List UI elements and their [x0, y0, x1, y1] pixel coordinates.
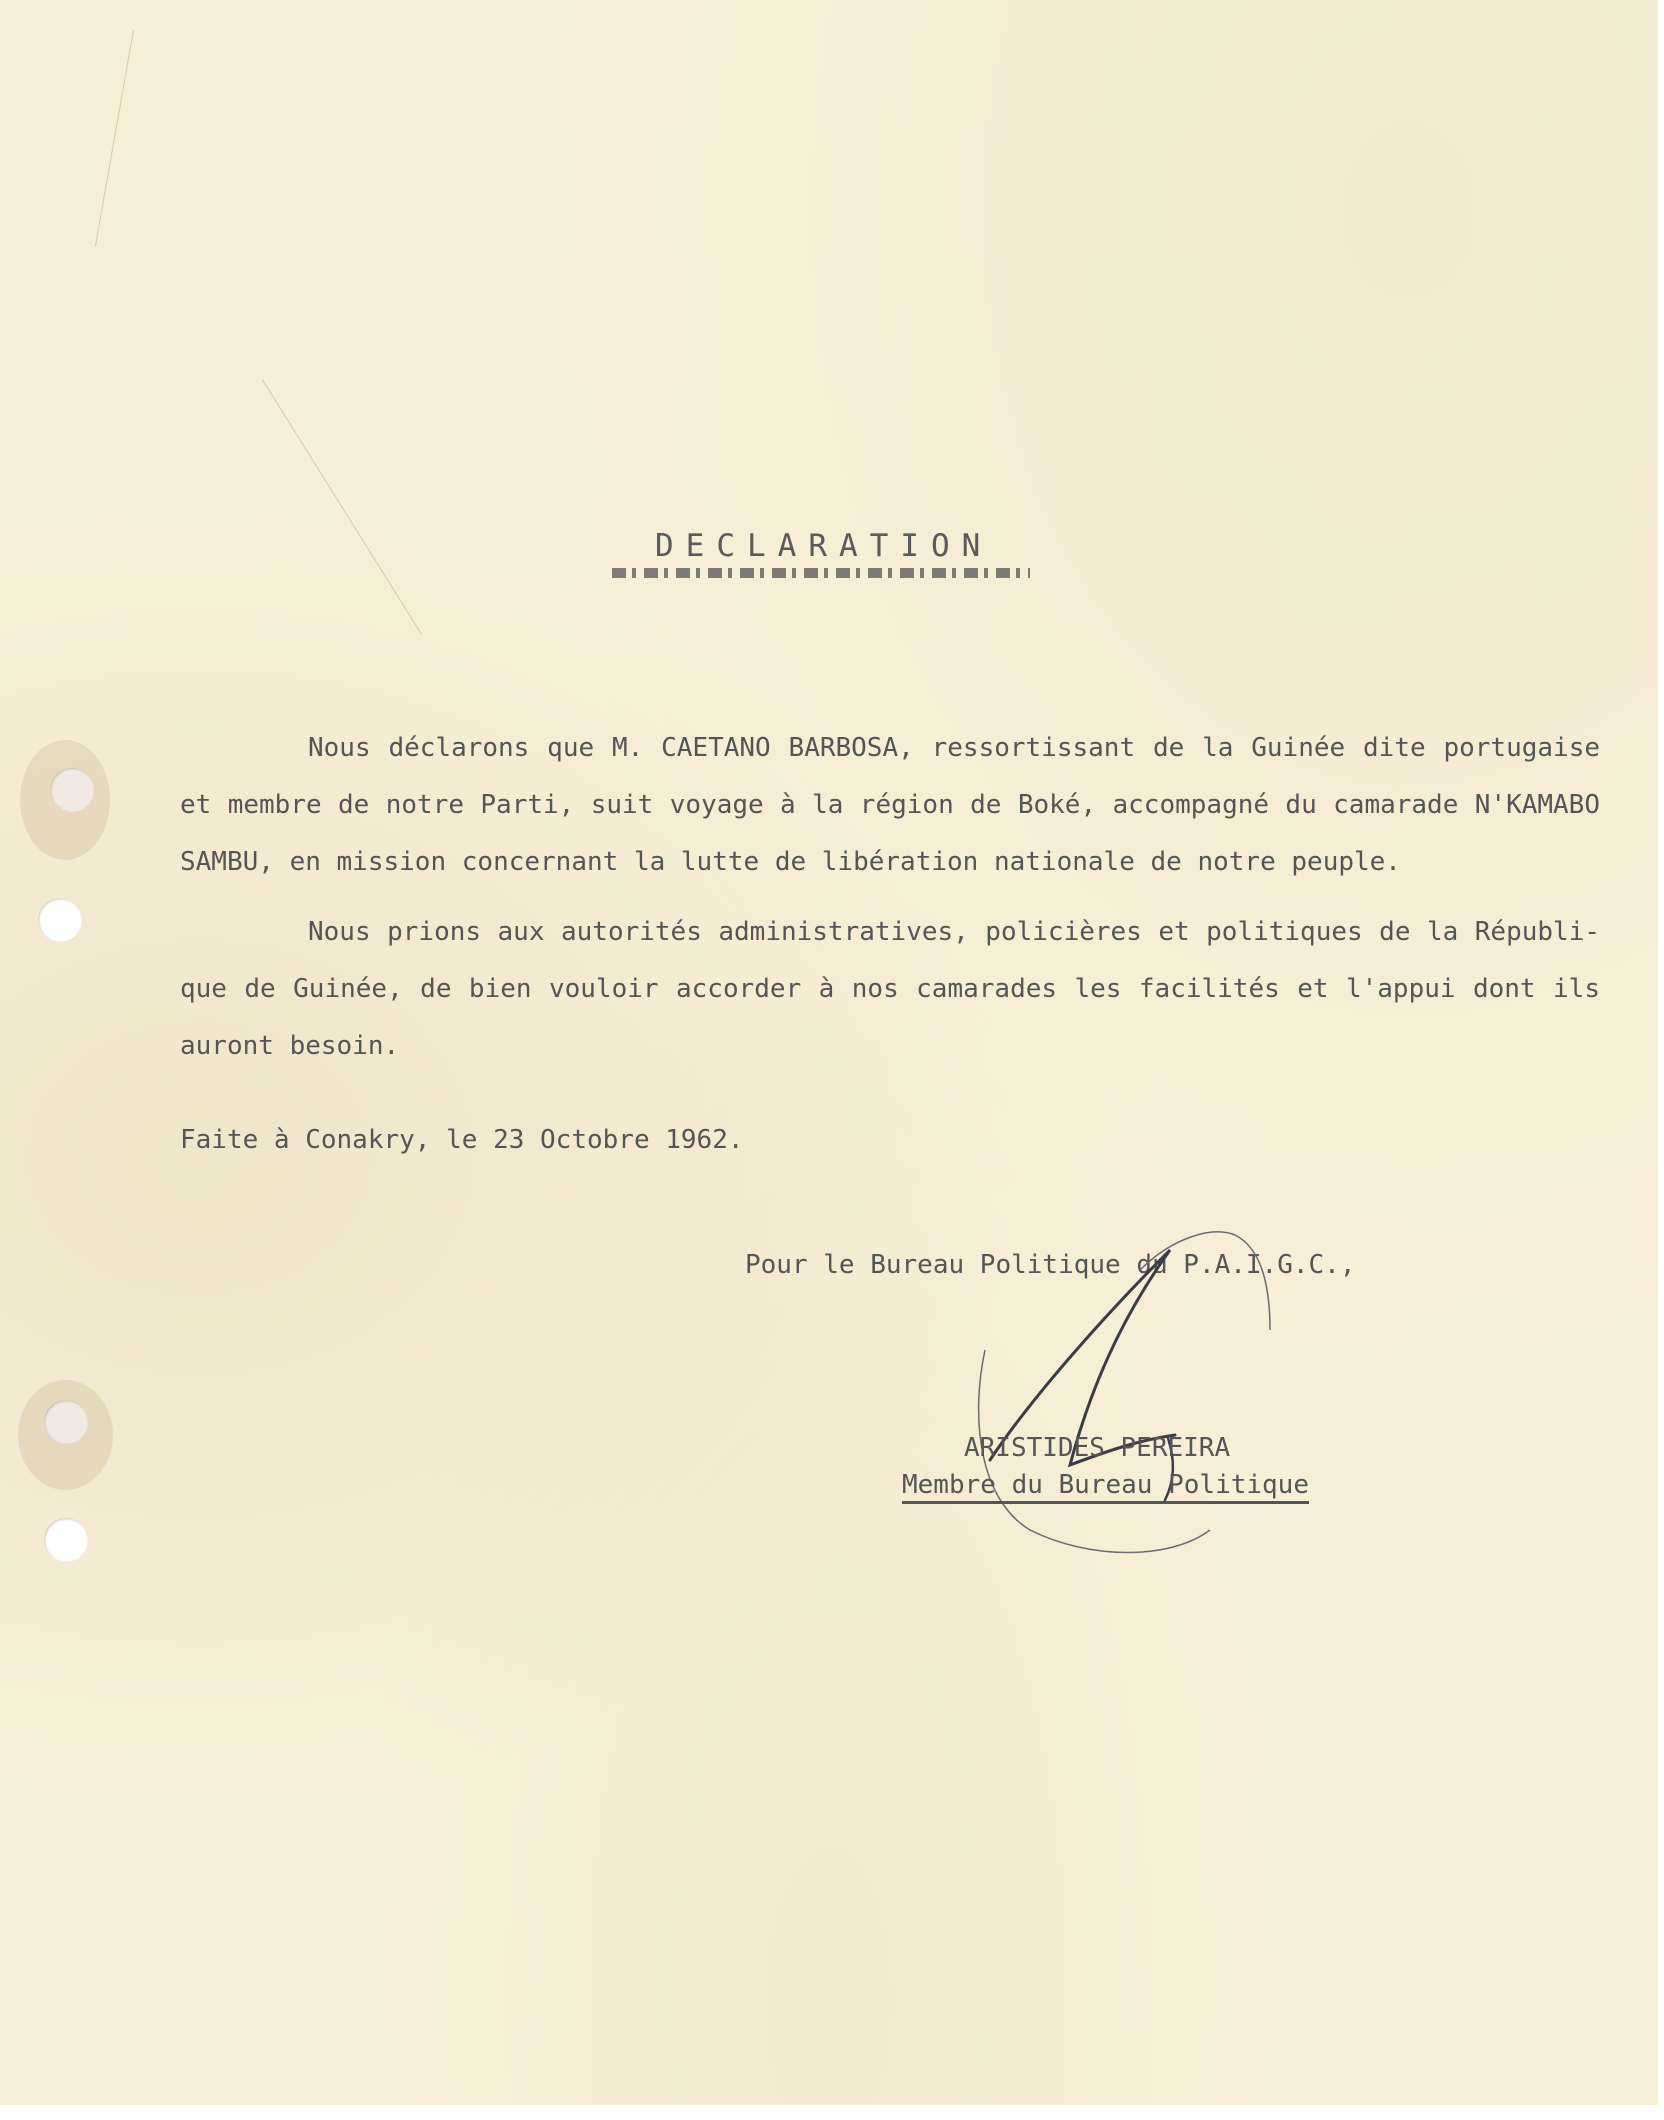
- paper-stain: [18, 1380, 113, 1490]
- punch-hole: [44, 1518, 88, 1562]
- on-behalf-line: Pour le Bureau Politique du P.A.I.G.C.,: [745, 1250, 1356, 1280]
- handwritten-signature: [970, 1200, 1310, 1560]
- declaration-paragraph-1: Nous déclarons que M. CAETANO BARBOSA, ressortissant de la Guinée dite portugaise et membre de notre Parti, suit voyage à la région de Boké, accompagné du camarade N'KAMABO SAMBU, en mission concernant la lutte de libération nationale de notre peuple.: [180, 733, 1600, 877]
- document-title: DECLARATION: [655, 528, 993, 564]
- signer-name: ARISTIDES PEREIRA: [964, 1433, 1231, 1463]
- dateline: Faite à Conakry, le 23 Octobre 1962.: [180, 1125, 744, 1155]
- scan-border-right: [1658, 0, 1664, 2120]
- declaration-paragraph-2: Nous prions aux autorités administratives, policières et politiques de la Républi-que de Guinée, de bien vouloir accorder à nos camarades les facilités et l'appui dont ils auront besoin.: [180, 917, 1600, 1061]
- signer-title: Membre du Bureau Politique: [902, 1470, 1309, 1504]
- paper-stain: [20, 740, 110, 860]
- scan-border-bottom: [0, 2105, 1664, 2120]
- paper-crease: [262, 379, 422, 634]
- punch-hole: [38, 898, 82, 942]
- title-underline: [612, 568, 1030, 578]
- paper-crease: [95, 30, 134, 247]
